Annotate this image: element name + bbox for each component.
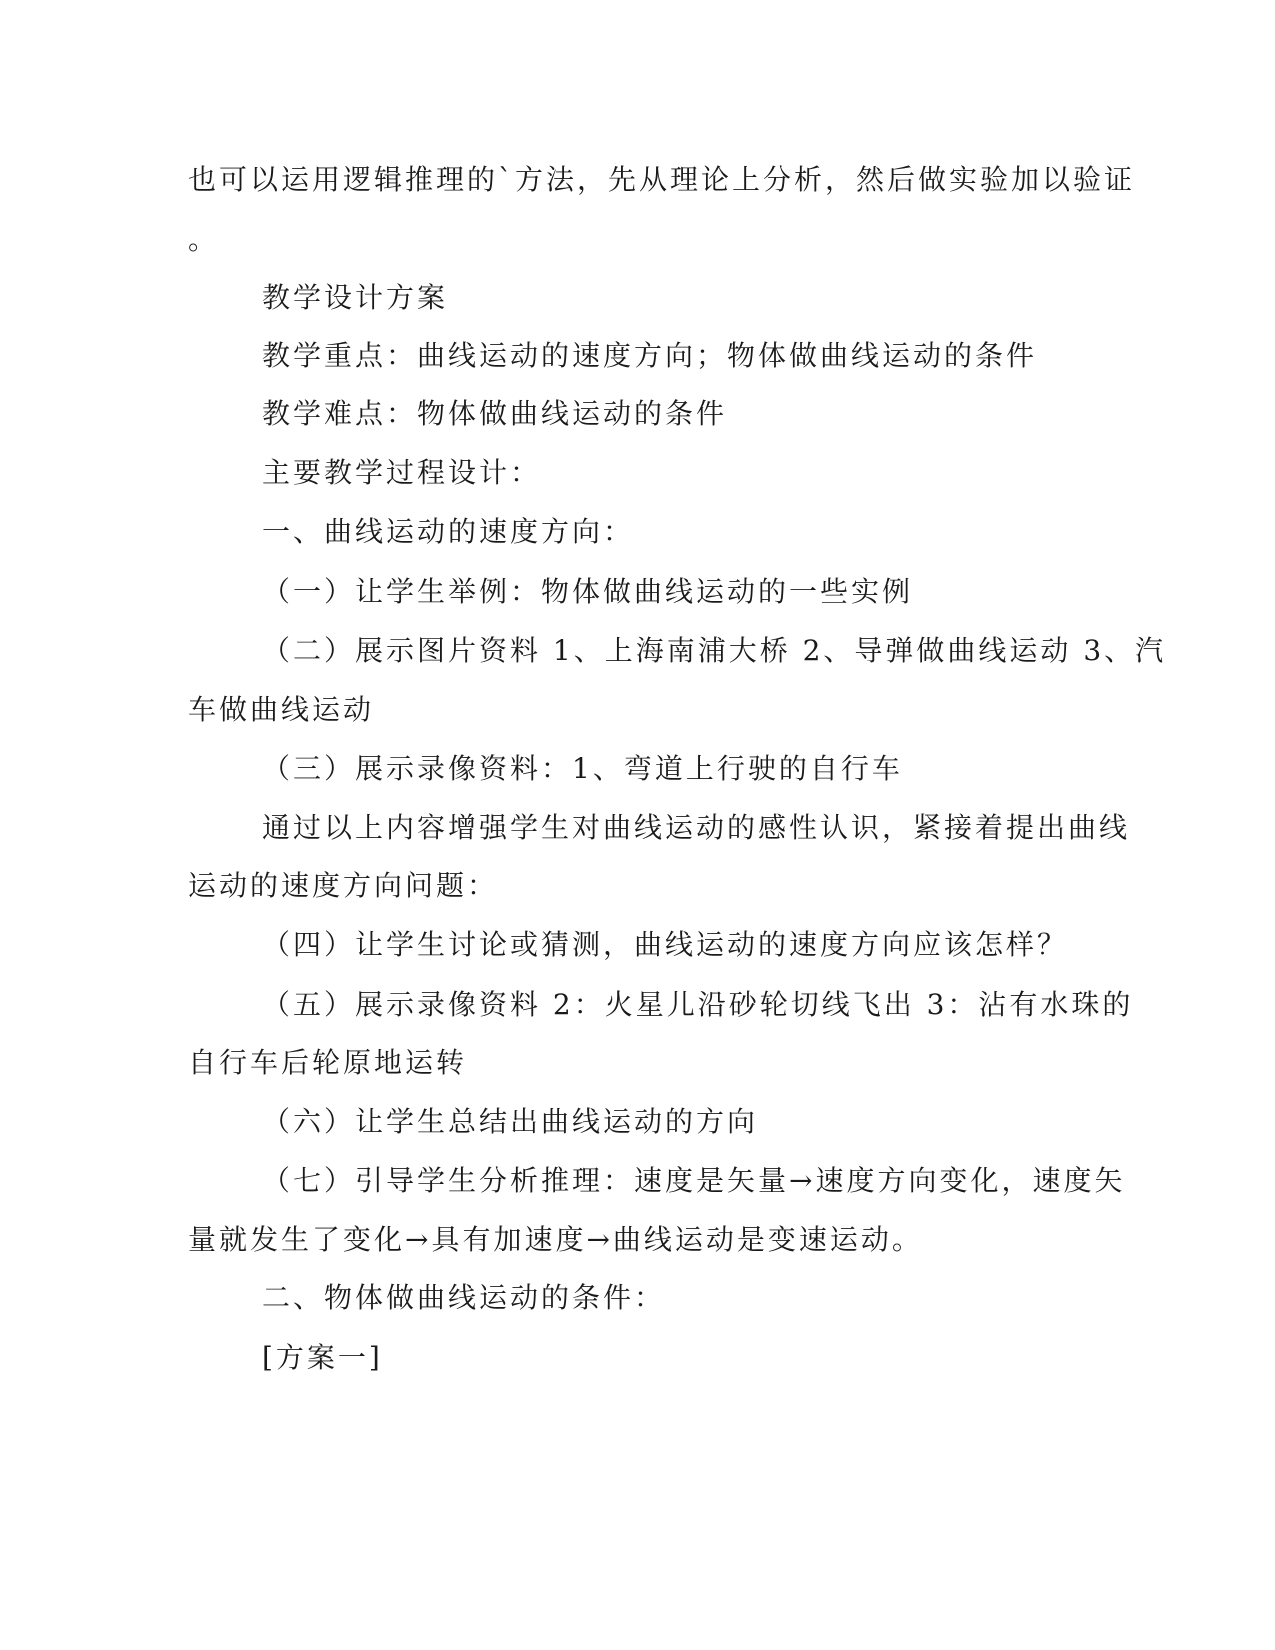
section-heading: 二、物体做曲线运动的条件：	[262, 1281, 666, 1314]
list-item: （四）让学生讨论或猜测，曲线运动的速度方向应该怎样？	[262, 928, 1069, 961]
paragraph-line: 自行车后轮原地运转	[188, 1046, 468, 1079]
list-item: （五）展示录像资料 2：火星儿沿砂轮切线飞出 3：沾有水珠的	[262, 988, 1134, 1021]
list-item: （七）引导学生分析推理：速度是矢量→速度方向变化，速度矢	[262, 1164, 1126, 1197]
paragraph-line: 。	[188, 223, 220, 256]
paragraph-line: 量就发生了变化→具有加速度→曲线运动是变速运动。	[188, 1223, 923, 1256]
list-item: （三）展示录像资料：1、弯道上行驶的自行车	[262, 752, 903, 785]
paragraph-line: 通过以上内容增强学生对曲线运动的感性认识，紧接着提出曲线	[262, 811, 1131, 844]
paragraph-line: 教学重点：曲线运动的速度方向；物体做曲线运动的条件	[262, 339, 1038, 372]
list-item: （二）展示图片资料 1、上海南浦大桥 2、导弹做曲线运动 3、汽	[262, 634, 1167, 667]
section-heading: [方案一]	[262, 1341, 383, 1374]
list-item: （一）让学生举例：物体做曲线运动的一些实例	[262, 575, 914, 608]
paragraph-line: 教学难点：物体做曲线运动的条件	[262, 397, 728, 430]
paragraph-line: 主要教学过程设计：	[262, 456, 542, 489]
list-item: （六）让学生总结出曲线运动的方向	[262, 1105, 759, 1138]
section-heading: 一、曲线运动的速度方向：	[262, 515, 635, 548]
paragraph-line: 车做曲线运动	[188, 693, 375, 726]
section-heading: 教学设计方案	[262, 281, 449, 314]
paragraph-line: 运动的速度方向问题：	[188, 869, 499, 902]
paragraph-line: 也可以运用逻辑推理的`方法，先从理论上分析，然后做实验加以验证	[188, 163, 1136, 196]
